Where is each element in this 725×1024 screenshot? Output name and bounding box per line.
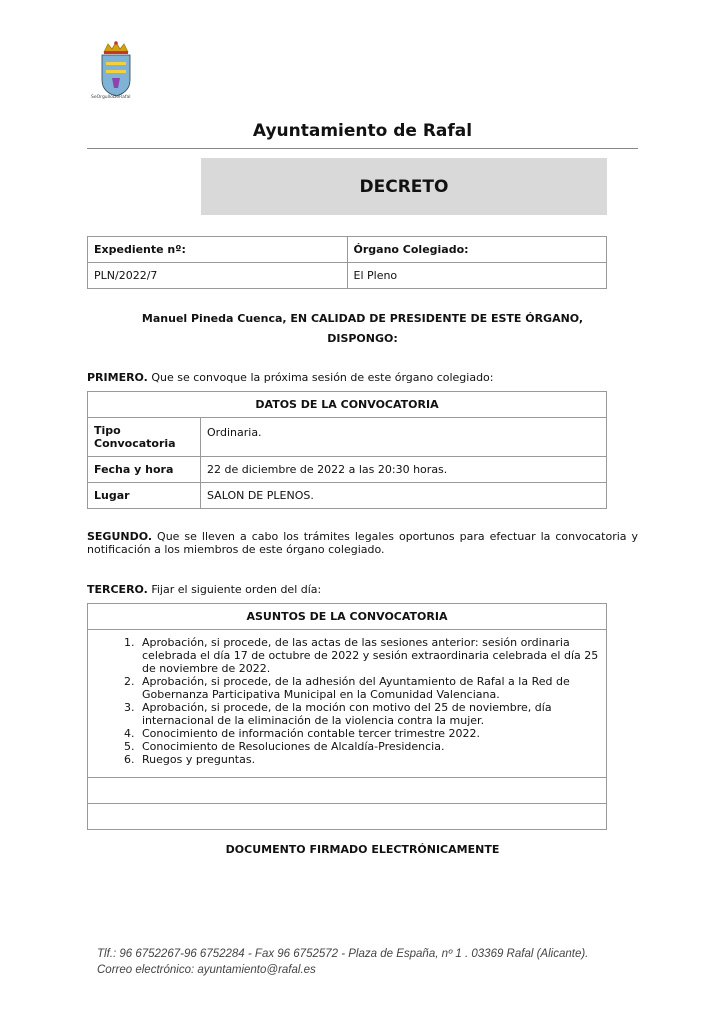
fecha-label: Fecha y hora xyxy=(88,457,201,483)
tercero-lead: TERCERO. xyxy=(87,583,148,596)
primero-text: Que se convoque la próxima sesión de este órgano colegiado: xyxy=(151,371,494,384)
lugar-label: Lugar xyxy=(88,483,201,509)
asuntos-list-cell xyxy=(88,630,607,778)
expediente-table xyxy=(87,236,607,289)
empty-row xyxy=(88,804,607,830)
organo-header: Órgano Colegiado: xyxy=(347,237,607,263)
organo-value: El Pleno xyxy=(347,263,607,289)
agenda-item: 6. Ruegos y preguntas. xyxy=(138,753,600,766)
primero-lead: PRIMERO. xyxy=(87,371,148,384)
footer-email: Correo electrónico: ayuntamiento@rafal.es xyxy=(97,964,316,976)
president-line: Manuel Pineda Cuenca, EN CALIDAD DE PRESIDENTE DE ESTE ÓRGANO, xyxy=(141,312,584,325)
asuntos-table xyxy=(87,603,607,830)
fecha-value: 22 de diciembre de 2022 a las 20:30 horas. xyxy=(201,457,607,483)
tipo-label: Tipo Convocatoria xyxy=(88,418,201,457)
tercero-paragraph xyxy=(87,583,638,596)
expediente-header: Expediente nº: xyxy=(88,237,348,263)
primero-paragraph xyxy=(87,371,638,384)
tercero-text: Fijar el siguiente orden del día: xyxy=(151,583,322,596)
footer-phone-address: Tlf.: 96 6752267-96 6752284 - Fax 96 6752572 - Plaza de España, nº 1 . 03369 Rafal (Alicante). xyxy=(97,948,589,960)
tipo-value: Ordinaria. xyxy=(201,418,607,457)
agenda-item: 4. Conocimiento de información contable tercer trimestre 2022. xyxy=(138,727,600,740)
lugar-value: SALON DE PLENOS. xyxy=(201,483,607,509)
convocatoria-title: DATOS DE LA CONVOCATORIA xyxy=(88,392,607,418)
organization-name: Ayuntamiento de Rafal xyxy=(252,121,473,141)
signed-notice: DOCUMENTO FIRMADO ELECTRÓNICAMENTE xyxy=(225,843,500,856)
asuntos-title: ASUNTOS DE LA CONVOCATORIA xyxy=(88,604,607,630)
agenda-item: 5. Conocimiento de Resoluciones de Alcaldía-Presidencia. xyxy=(138,740,600,753)
empty-row xyxy=(88,778,607,804)
segundo-paragraph xyxy=(87,530,638,556)
agenda-item: 3. Aprobación, si procede, de la moción con motivo del 25 de noviembre, día internacional de la eliminación de la violencia contra la mujer. xyxy=(138,701,600,727)
convocatoria-table xyxy=(87,391,607,509)
president-statement xyxy=(0,309,725,349)
agenda-item: 2. Aprobación, si procede, de la adhesión del Ayuntamiento de Rafal a la Red de Gobernanza Participativa Municipal en la Comunidad Valenciana. xyxy=(138,675,600,701)
header-divider xyxy=(87,148,638,149)
expediente-value: PLN/2022/7 xyxy=(88,263,348,289)
agenda-item: 1. Aprobación, si procede, de las actas de las sesiones anterior: sesión ordinaria celebrada el día 17 de octubre de 2022 y sesión extraordinaria celebrada el día 25 de noviembre de 2022. xyxy=(138,636,600,675)
logo-caption: SeOrgulloDeRafal xyxy=(91,95,131,100)
dispongo-line: DISPONGO: xyxy=(327,332,398,345)
segundo-lead: SEGUNDO. xyxy=(87,530,153,543)
document-type-label: DECRETO xyxy=(359,176,449,197)
agenda-list xyxy=(94,636,600,766)
segundo-text: Que se lleven a cabo los trámites legales oportunos para efectuar la convocatoria y notificación a los miembros de este órgano colegiado. xyxy=(87,530,639,556)
document-type-banner xyxy=(201,158,607,215)
footer-contact xyxy=(97,946,588,978)
